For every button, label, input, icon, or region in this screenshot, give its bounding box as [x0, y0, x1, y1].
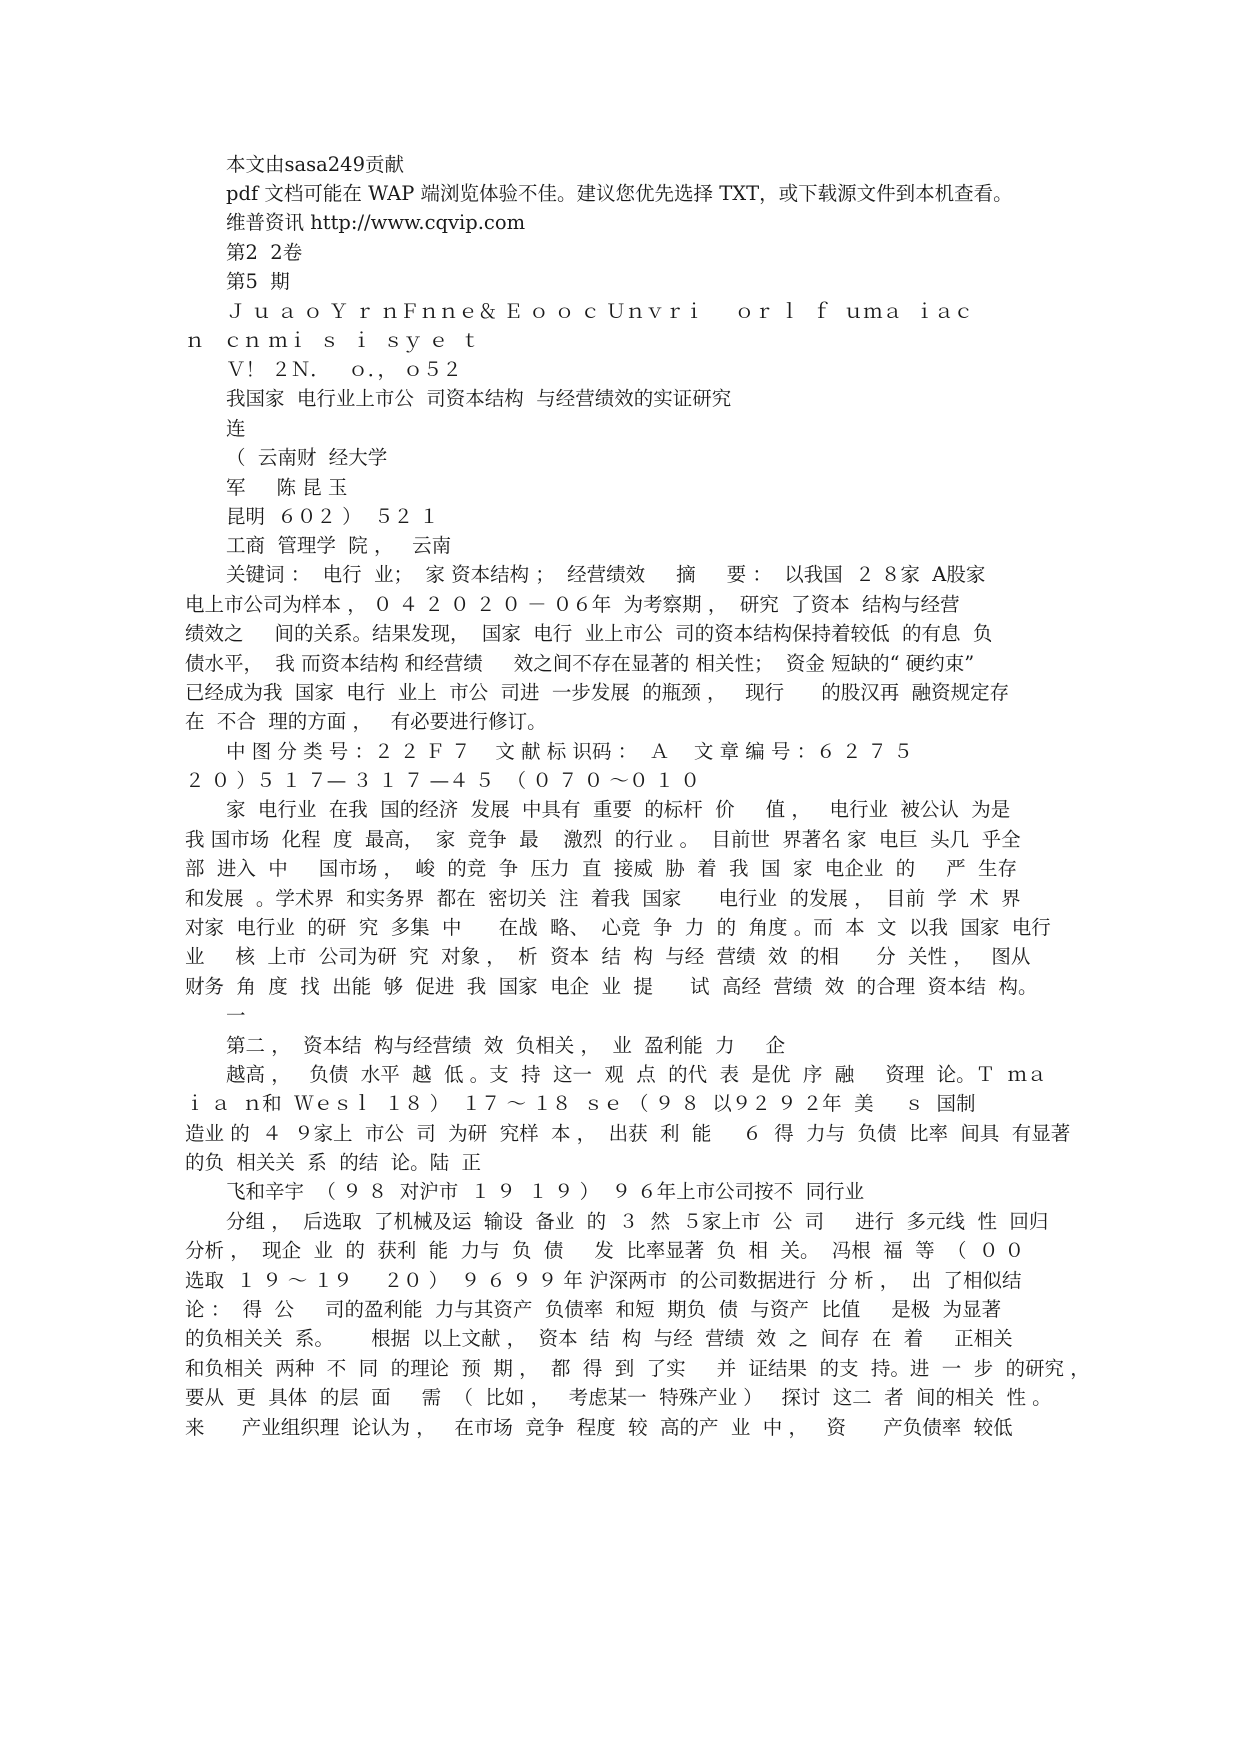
body-line: 财务 角 度 找 出能 够 促进 我 国家 电企 业 提 试 高经 营绩 效 的合理 资本结 构。: [185, 975, 1038, 998]
author-names: 军 陈 昆 玉: [226, 476, 348, 499]
body-line: 已经成为我 国家 电行 业上 市公 司进 一步发展 的瓶颈 ， 现行 的股汉再 融资规定存: [185, 681, 1010, 704]
journal-name-line-2: ｎ ｃｎ ｍｉ ｓ ｉ ｓｙ ｅ ｔ: [185, 329, 481, 352]
affiliation-line-1: （ 云南财 经大学: [226, 446, 388, 469]
volume-number-line: Ｖ！ ２Ｎ． ｏ．， ｏ５２: [226, 358, 462, 381]
body-line: 论 ： 得 公 司的盈利能 力与其资产 负债率 和短 期负 债 与资产 比值 是极 为显著: [185, 1298, 1002, 1321]
body-line: 飞和辛宇 （ ９ ８ 对沪市 １ ９ １ ９ ） ９ ６年上市公司按不 同行业: [226, 1180, 865, 1203]
body-line: 业 核 上市 公司为研 究 对象 ， 析 资本 结 构 与经 营绩 效 的相 分 关性 ， 图从: [185, 945, 1031, 968]
article-title: 我国家 电行业上市公 司资本结构 与经营绩效的实证研究: [226, 387, 732, 410]
body-line: ｉ ａ ｎ和 Ｗｅｓｌ １８ ） １７ ～ １８ ｓｅ （ ９ ８ 以９２ ９ ２年 美 ｓ 国制: [185, 1092, 976, 1115]
body-line: 和发展 。学术界 和实务界 都在 密切关 注 着我 国家 电行业 的发展 ， 目前 学 术 界: [185, 887, 1021, 910]
contributor-line: 本文由sasa249贡献: [226, 153, 404, 176]
body-line: 在 不合 理的方面 ， 有必要进行修订。: [185, 710, 547, 733]
affiliation-line-2: 昆明 ６０２ ） ５２ １: [226, 505, 439, 528]
body-line: 和负相关 两种 不 同 的理论 预 期 ， 都 得 到 了实 并 证结果 的支 持。进 一 步 的研究 ，: [185, 1357, 1090, 1380]
body-line: 绩效之 间的关系。结果发现， 国家 电行 业上市公 司的资本结构保持着较低 的有息 负: [185, 622, 993, 645]
author-fragment: 连: [226, 417, 246, 440]
body-line: 要从 更 具体 的层 面 需 （ 比如 ， 考虑某一 特殊产业 ） 探讨 这二 者 间的相关 性 。: [185, 1386, 1052, 1409]
body-line: 债水平， 我 而资本结构 和经营绩 效之间不存在显著的 相关性； 资金 短缺的“ 硬约束”: [185, 652, 975, 675]
body-line: 的负 相关关 系 的结 论。陆 正: [185, 1151, 481, 1174]
body-line: 越高 ， 负债 水平 越 低 。支 持 这一 观 点 的代 表 是优 序 融 资理 论。Ｔ ｍａ: [226, 1063, 1047, 1086]
body-line: 对家 电行业 的研 究 多集 中 在战 略、 心竞 争 力 的 角度 。而 本 文 以我 国家 电行: [185, 916, 1051, 939]
article-number-line: ２ ０ ）５ １ ７— ３ １ ７ —４ ５ （ ０ ７ ０ ～０ １ ０: [185, 769, 700, 792]
affiliation-line-3: 工商 管理学 院 ， 云南: [226, 534, 452, 557]
keywords-abstract-line: 关键词 ： 电行 业； 家 资本结构 ； 经营绩效 摘 要 ： 以我国 ２ ８家 A股家: [226, 563, 986, 586]
volume-line: 第2 2卷: [226, 241, 303, 264]
body-line: 分析 ， 现企 业 的 获利 能 力与 负 债 发 比率显著 负 相 关。 冯根 福 等 （ ０ ０: [185, 1239, 1025, 1262]
body-line: 造业 的 ４ ９家上 市公 司 为研 究样 本 ， 出获 利 能 ６ 得 力与 负债 比率 间具 有显著: [185, 1122, 1071, 1145]
pdf-notice-line: pdf 文档可能在 WAP 端浏览体验不佳。建议您优先选择 TXT，或下载源文件到本机查看。: [226, 182, 1013, 205]
body-line: 家 电行业 在我 国的经济 发展 中具有 重要 的标杆 价 值 ， 电行业 被公认 为是: [226, 798, 1011, 821]
section-number: 一: [226, 1004, 246, 1027]
body-line: 部 进入 中 国市场 ， 峻 的竞 争 压力 直 接威 胁 着 我 国 家 电企业 的 严 生存: [185, 857, 1018, 880]
body-line: 分组 ， 后选取 了机械及运 输设 备业 的 ３ 然 ５家上市 公 司 进行 多元线 性 回归: [226, 1210, 1049, 1233]
journal-name-line-1: Ｊ ｕ ａ ｏ Ｙ ｒ ｎＦｎｎｅ＆ Ｅ ｏ ｏ ｃ Ｕｎｖｒｉ ｏｒ ｌ ｆ ｕｍａ ｉａｃ: [226, 300, 974, 323]
body-line: 选取 １ ９ ～ １９ ２０ ） ９ ６ ９ ９ 年 沪深两市 的公司数据进行 分 析 ， 出 了相似结: [185, 1269, 1022, 1292]
classification-line: 中 图 分 类 号 ：２ ２ Ｆ ７ 文 献 标 识码 ： Ａ 文 章 编 号 ：６ ２ ７ ５: [226, 740, 913, 763]
source-url-line: 维普资讯 http://www.cqvip.com: [226, 211, 526, 234]
body-line: 我 国市场 化程 度 最高， 家 竞争 最 激烈 的行业 。 目前世 界著名 家 电巨 头几 乎全: [185, 828, 1021, 851]
body-line: 第二 ， 资本结 构与经营绩 效 负相关 ， 业 盈利能 力 企: [226, 1034, 786, 1057]
issue-line: 第5 期: [226, 270, 290, 293]
body-line: 的负相关关 系。 根据 以上文献 ， 资本 结 构 与经 营绩 效 之 间存 在 着 正相关: [185, 1327, 1013, 1350]
body-line: 来 产业组织理 论认为 ， 在市场 竞争 程度 较 高的产 业 中 ， 资 产负债率 较低: [185, 1416, 1013, 1439]
body-line: 电上市公司为样本 ， ０ ４ ２ ０ ２ ０ － ０６年 为考察期 ， 研究 了资本 结构与经营: [185, 593, 960, 616]
